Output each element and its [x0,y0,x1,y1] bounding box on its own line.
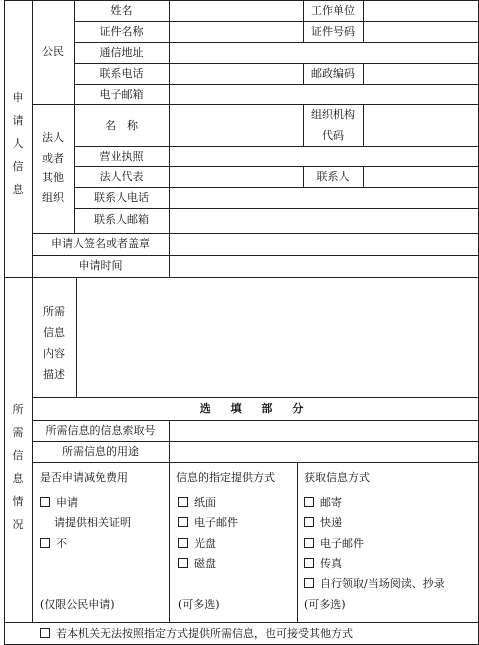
row-line [32,420,479,421]
obtain-option-label: 电子邮件 [320,537,364,550]
fee-apply-option[interactable] [40,496,78,509]
provide-option-label: 纸面 [194,496,216,509]
provide-option-disk[interactable] [178,557,216,570]
checkbox-icon[interactable] [178,517,188,527]
provide-option-label: 电子邮件 [194,516,238,529]
row-line [74,208,479,209]
checkbox-icon[interactable] [304,497,314,507]
org-label-4: 组织 [42,191,64,204]
provide-option-email[interactable] [178,516,238,529]
content-label-3: 内容 [43,347,65,360]
applicant-section-label: 申请人信息 [12,91,24,196]
obtain-option-label: 自行领取/当场阅读、抄录 [320,577,445,590]
org-label-1: 法人 [42,131,64,144]
apply-time-label: 申请时间 [78,259,123,272]
row-line [74,42,479,43]
org-name-label: 名 称 [105,119,138,132]
signature-label: 申请人签名或者盖章 [51,237,150,250]
row-line [74,146,479,147]
obtain-option-self[interactable] [304,577,445,590]
row-line [32,462,479,463]
row-line [32,104,479,105]
obtain-option-label: 传真 [320,557,342,570]
divider-method-a [169,462,170,622]
checkbox-icon[interactable] [178,538,188,548]
license-label: 营业执照 [99,150,144,163]
row-line [74,84,479,85]
obtain-option-express[interactable] [304,516,342,529]
divider-right-value-d [363,166,364,187]
index-number-label: 所需信息的信息索取号 [45,424,156,437]
border-top [4,0,479,1]
fallback-label: 若本机关无法按照指定方式提供所需信息，也可接受其他方式 [56,627,353,640]
checkbox-icon[interactable] [304,558,314,568]
obtain-method-header: 获取信息方式 [304,471,370,484]
rep-email-label: 联系人邮箱 [94,213,149,226]
optional-header: 选 填 部 分 [199,402,312,415]
provide-option-paper[interactable] [178,496,216,509]
divider-content-label [76,277,77,397]
content-label-4: 描述 [43,368,65,381]
citizen-label: 公民 [42,45,64,58]
fee-apply-label: 申请 [56,496,78,509]
row-line [32,397,479,398]
fallback-option[interactable] [40,627,353,640]
content-label-1: 所需 [43,305,65,318]
row-line [74,187,479,188]
row-line [32,233,479,234]
id-type-label: 证件名称 [99,25,144,38]
fee-proof-text: 请提供相关证明 [54,516,131,529]
obtain-note: (可多选) [304,598,346,611]
checkbox-icon[interactable] [40,497,50,507]
phone-label: 联系电话 [99,67,144,80]
org-label-3: 其他 [42,171,64,184]
row-line [74,166,479,167]
divider-method-b [297,462,298,622]
fee-no-label: 不 [56,537,67,550]
provide-option-cd[interactable] [178,537,216,550]
row-line [74,21,479,22]
provide-method-header: 信息的指定提供方式 [176,471,275,484]
divider-right-value-b [363,63,364,84]
row-line [4,622,479,623]
obtain-option-mail[interactable] [304,496,342,509]
provide-option-label: 光盘 [194,537,216,550]
divider-right-value-c [363,104,364,146]
contact-label: 联系人 [316,170,350,183]
purpose-label: 所需信息的用途 [62,445,139,458]
obtain-option-label: 快递 [320,516,342,529]
id-number-label: 证件号码 [311,25,355,38]
row-line [32,441,479,442]
obtain-option-email[interactable] [304,537,364,550]
provide-note: (可多选) [178,598,220,611]
border-left [4,0,5,645]
name-label: 姓名 [110,4,133,17]
legal-rep-label: 法人代表 [99,170,144,183]
row-line [74,63,479,64]
obtain-option-label: 邮寄 [320,496,342,509]
fee-note: (仅限公民申请) [40,598,115,611]
email-label: 电子邮箱 [99,88,144,101]
obtain-option-fax[interactable] [304,557,342,570]
checkbox-icon[interactable] [40,538,50,548]
checkbox-icon[interactable] [304,538,314,548]
org-code-label-2: 代码 [322,129,344,142]
row-line [32,255,479,256]
fee-header: 是否申请减免费用 [40,471,128,484]
checkbox-icon[interactable] [304,578,314,588]
address-label: 通信地址 [99,46,144,59]
provide-option-label: 磁盘 [194,557,216,570]
postcode-label: 邮政编码 [311,67,355,80]
checkbox-icon[interactable] [178,558,188,568]
org-code-label-1: 组织机构 [311,108,355,121]
checkbox-icon[interactable] [178,497,188,507]
employer-label: 工作单位 [311,4,355,17]
content-label-2: 信息 [43,326,65,339]
fee-no-option[interactable] [40,537,67,550]
checkbox-icon[interactable] [304,517,314,527]
request-section-label: 所需信息情况 [12,403,24,531]
org-label-2: 或者 [42,152,64,165]
rep-phone-label: 联系人电话 [94,191,149,204]
checkbox-icon[interactable] [40,628,50,638]
